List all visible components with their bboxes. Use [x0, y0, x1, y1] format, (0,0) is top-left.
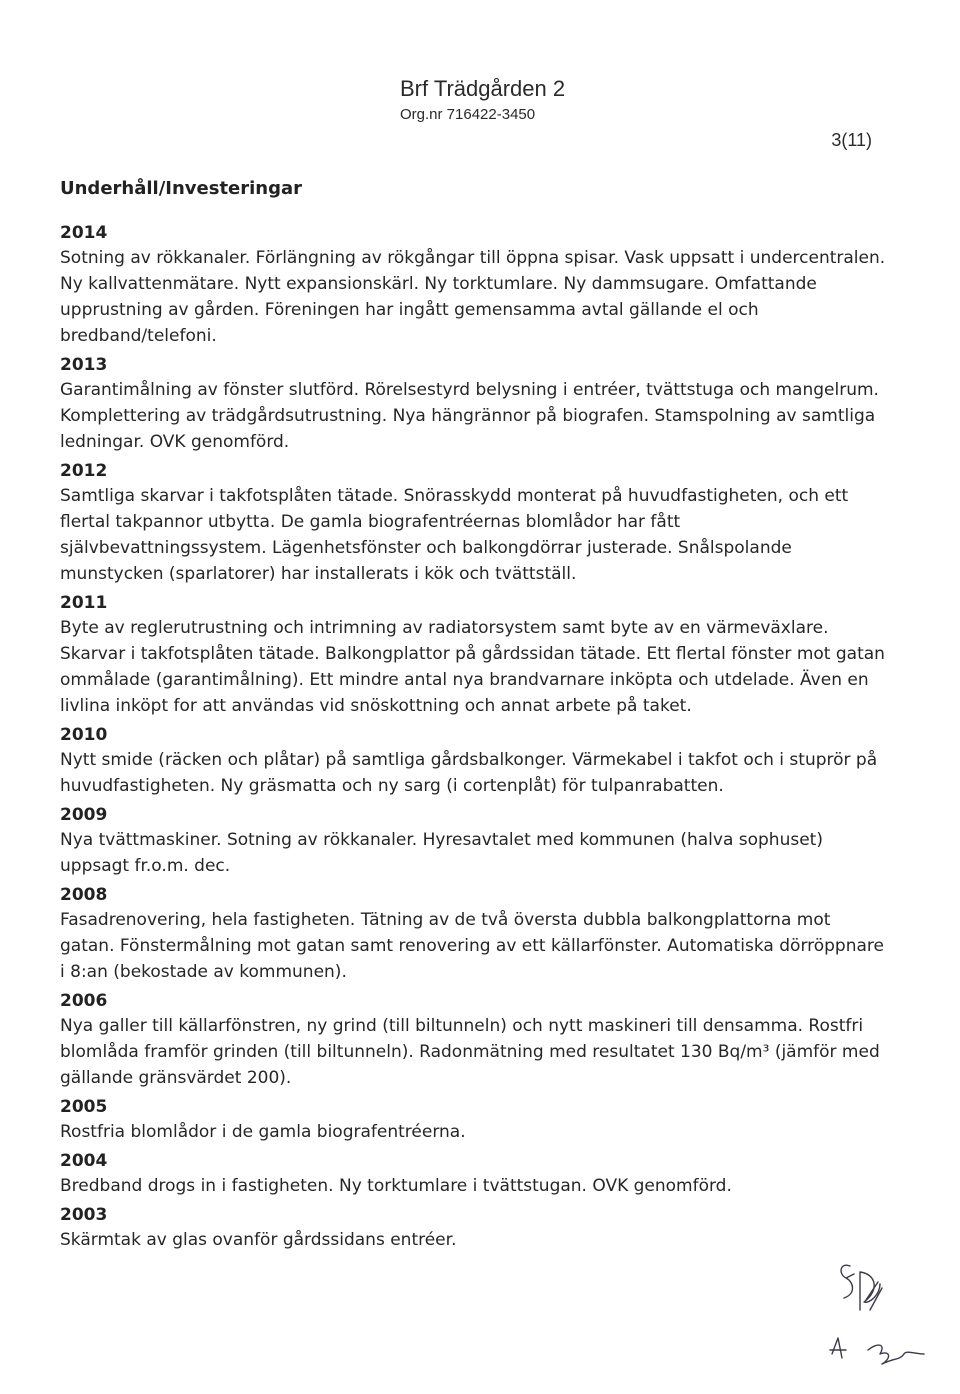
entry-2008 [60, 883, 890, 985]
maintenance-log [60, 221, 890, 1257]
year-heading: 2013 [60, 355, 108, 375]
entry-text: Nya galler till källarfönstren, ny grind (till biltunneln) och nytt maskineri till densamma. Rostfri blomlåda framför grinden (till biltunneln). Radonmätning med resultatet 130 Bq/m³ (jämför med gällande gränsvärdet 200). [60, 1016, 880, 1088]
entry-2010 [60, 723, 890, 799]
entry-2012 [60, 459, 890, 587]
year-heading: 2011 [60, 593, 108, 613]
year-heading: 2012 [60, 461, 108, 481]
handwritten-initials-signature [820, 1254, 940, 1384]
entry-text: Samtliga skarvar i takfotsplåten tätade. Snörasskydd monterat på huvudfastigheten, och ett flertal takpannor utbytta. De gamla biografentréernas blomlådor har fått självbevattningssystem. Lägenhetsfönster och balkongdörrar justerade. Snålspolande munstycken (sparlatorer) har installerats i kök och tvättställ. [60, 486, 849, 584]
entry-text: Rostfria blomlådor i de gamla biografentréerna. [60, 1122, 466, 1142]
entry-text: Bredband drogs in i fastigheten. Ny torktumlare i tvättstugan. OVK genomförd. [60, 1176, 732, 1196]
year-heading: 2004 [60, 1151, 108, 1171]
section-title: Underhåll/Investeringar [60, 178, 303, 199]
year-heading: 2009 [60, 805, 108, 825]
entry-2004 [60, 1149, 890, 1199]
entry-2013 [60, 353, 890, 455]
entry-2009 [60, 803, 890, 879]
year-heading: 2006 [60, 991, 108, 1011]
year-heading: 2014 [60, 223, 108, 243]
entry-text: Nytt smide (räcken och plåtar) på samtliga gårdsbalkonger. Värmekabel i takfot och i stuprör på huvudfastigheten. Ny gräsmatta och ny sarg (i cortenplåt) för tulpanrabatten. [60, 750, 878, 796]
year-heading: 2008 [60, 885, 108, 905]
org-name: Brf Trädgården 2 [400, 76, 566, 101]
entry-2006 [60, 989, 890, 1091]
entry-text: Garantimålning av fönster slutförd. Rörelsestyrd belysning i entréer, tvättstuga och mangelrum. Komplettering av trädgårdsutrustning. Nya hängrännor på biografen. Stamspolning av samtliga ledningar. OVK genomförd. [60, 380, 879, 452]
page-number: 3(11) [831, 130, 872, 150]
entry-2003 [60, 1203, 890, 1253]
year-heading: 2005 [60, 1097, 108, 1117]
entry-2014 [60, 221, 890, 349]
entry-text: Sotning av rökkanaler. Förlängning av rökgångar till öppna spisar. Vask uppsatt i undercentralen. Ny kallvattenmätare. Nytt expansionskärl. Ny torktumlare. Ny dammsugare. Omfattande upprustning av gården. Föreningen har ingått gemensamma avtal gällande el och bredband/telefoni. [60, 248, 886, 346]
entry-text: Nya tvättmaskiner. Sotning av rökkanaler. Hyresavtalet med kommunen (halva sophuset) uppsagt fr.o.m. dec. [60, 830, 823, 876]
year-heading: 2010 [60, 725, 108, 745]
entry-2005 [60, 1095, 890, 1145]
entry-text: Byte av reglerutrustning och intrimning av radiatorsystem samt byte av en värmeväxlare. Skarvar i takfotsplåten tätade. Balkongplattor på gårdssidan tätade. Ett flertal fönster mot gatan ommålade (garantimålning). Ett mindre antal nya brandvarnare inköpta och utdelade. Även en livlina inköpt for att användas vid snöskottning och annat arbete på taket. [60, 618, 885, 716]
entry-text: Fasadrenovering, hela fastigheten. Tätning av de två översta dubbla balkongplattorna mot gatan. Fönstermålning mot gatan samt renovering av ett källarfönster. Automatiska dörröppnare i 8:an (bekostade av kommunen). [60, 910, 884, 982]
entry-2011 [60, 591, 890, 719]
entry-text: Skärmtak av glas ovanför gårdssidans entréer. [60, 1230, 457, 1250]
org-number: Org.nr 716422-3450 [400, 106, 536, 123]
year-heading: 2003 [60, 1205, 108, 1225]
letterhead [400, 76, 565, 123]
